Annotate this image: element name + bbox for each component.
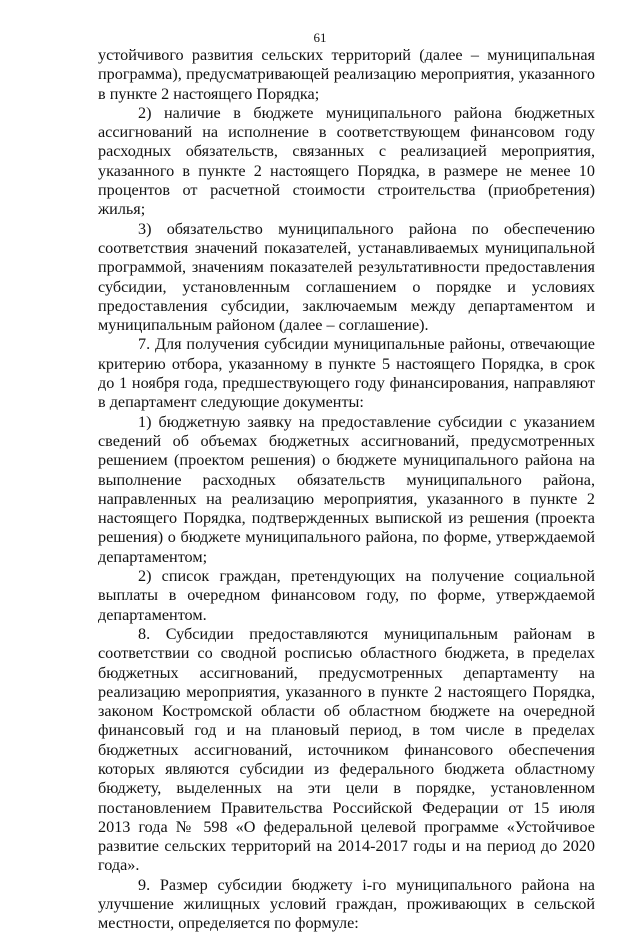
paragraph-clause-7-item-2: 2) список граждан, претендующих на получение социальной выплаты в очередном финансовом году, по форме, утверждаемой департаментом.: [98, 567, 595, 624]
paragraph-clause-7: 7. Для получения субсидии муниципальные районы, отвечающие критерию отбора, указанному в пункте 5 настоящего Порядка, в срок до 1 ноября года, предшествующего году финансирования, направляют в департамент следующие документы:: [98, 335, 595, 412]
paragraph-clause-7-item-1: 1) бюджетную заявку на предоставление субсидии с указанием сведений об объемах бюджетных ассигнований, предусмотренных решением (проектом решения) о бюджете муниципального района на выполнение расходных обязательств муниципального района, направленных на реализацию мероприятия, указанного в пункте 2 настоящего Порядка, подтвержденных выпиской из решения (проекта решения) о бюджете муниципального района, по форме, утверждаемой департаментом;: [98, 412, 595, 566]
page-number: 61: [313, 30, 327, 45]
paragraph-clause-8: 8. Субсидии предоставляются муниципальным районам в соответствии со сводной росписью областного бюджета, в пределах бюджетных ассигнований, предусмотренных департаменту на реализацию мероприятия, указанного в пункте 2 настоящего Порядка, законом Костромской области об областном бюджете на очередной финансовый год и на плановый период, в том числе в пределах бюджетных ассигнований, источником финансового обеспечения которых являются субсидии из федерального бюджета областному бюджету, выделенных на эти цели в порядке, установленном постановлением Правительства Российской Федерации от 15 июля 2013 года № 598 «О федеральной целевой программе «Устойчивое развитие сельских территорий на 2014-2017 годы и на период до 2020 года».: [98, 624, 595, 875]
document-body: [98, 46, 595, 934]
paragraph-item-3: 3) обязательство муниципального района по обеспечению соответствия значений показателей, устанавливаемых муниципальной программой, значениям показателей результативности предоставления субсидии, установленным соглашением о порядке и условиях предоставления субсидии, заключаемым между департаментом и муниципальным районом (далее – соглашение).: [98, 219, 595, 335]
paragraph-clause-9: 9. Размер субсидии бюджету i-го муниципального района на улучшение жилищных условий граждан, проживающих в сельской местности, определяется по формуле:: [98, 875, 595, 933]
paragraph-continuation: устойчивого развития сельских территорий (далее – муниципальная программа), предусматривающей реализацию мероприятия, указанного в пункте 2 настоящего Порядка;: [98, 46, 595, 103]
paragraph-item-2: 2) наличие в бюджете муниципального района бюджетных ассигнований на исполнение в соответствующем финансовом году расходных обязательств, связанных с реализацией мероприятия, указанного в пункте 2 настоящего Порядка, в размере не менее 10 процентов от расчетной стоимости строительства (приобретения) жилья;: [98, 103, 595, 219]
